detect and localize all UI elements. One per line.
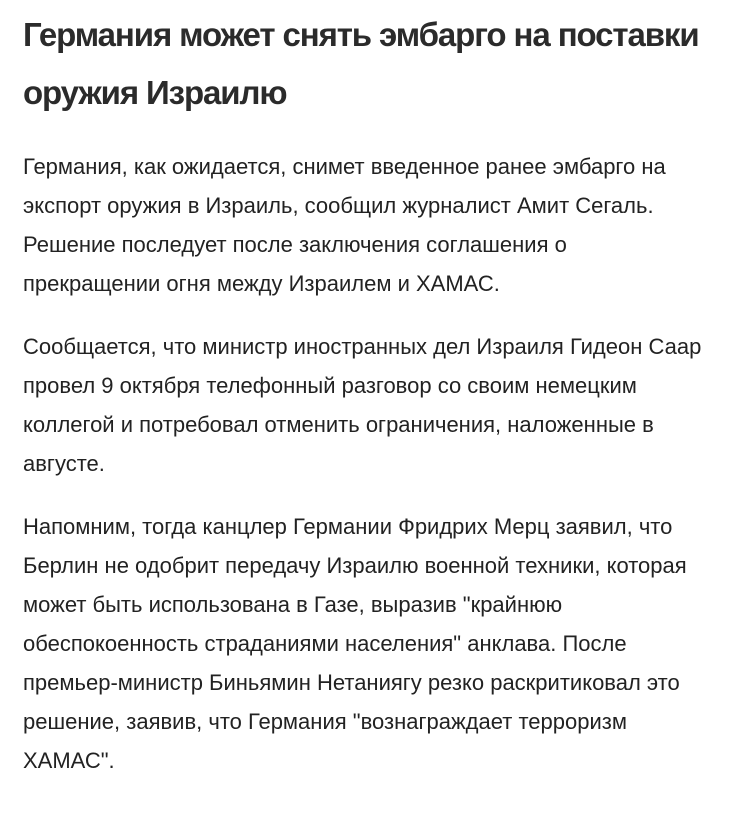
- article-paragraph: Германия, как ожидается, снимет введенное ранее эмбарго на экспорт оружия в Израиль, сообщил журналист Амит Сегаль. Решение последует после заключения соглашения о прекращении огня между Израилем и ХАМАС.: [23, 154, 666, 296]
- article-paragraph: Сообщается, что министр иностранных дел Израиля Гидеон Саар провел 9 октября телефонный разговор со своим немецким коллегой и потребовал отменить ограничения, наложенные в августе.: [23, 334, 702, 476]
- article-paragraph: Напомним, тогда канцлер Германии Фридрих Мерц заявил, что Берлин не одобрит передачу Израилю военной техники, которая может быть использована в Газе, выразив "крайнюю обеспокоенность страданиями населения" анклава. После премьер-министр Биньямин Нетаниягу резко раскритиковал это решение, заявив, что Германия "вознаграждает терроризм ХАМАС".: [23, 514, 687, 773]
- article-headline: Германия может снять эмбарго на поставки оружия Израилю: [23, 16, 699, 111]
